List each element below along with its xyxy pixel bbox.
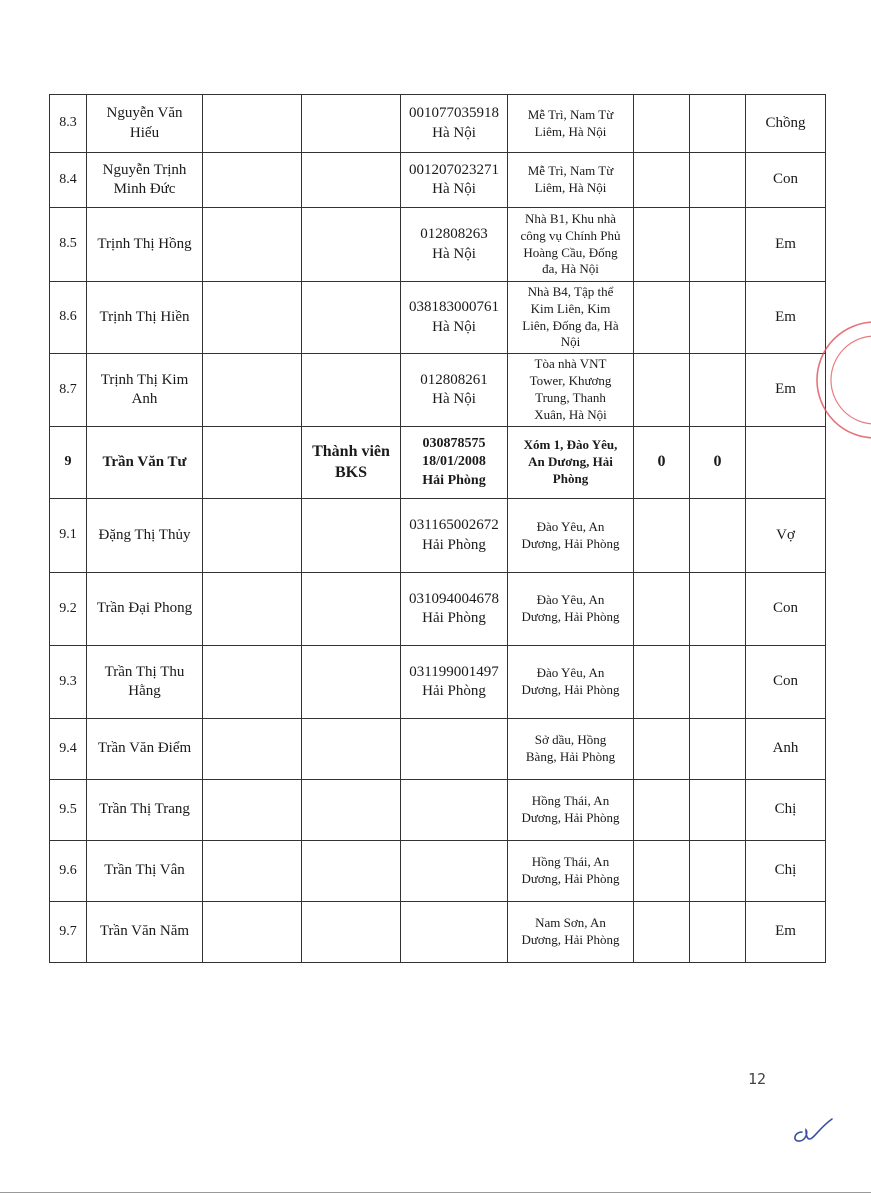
- cell-line: 012808261: [420, 371, 488, 388]
- cell-line: Minh Đức: [113, 181, 176, 197]
- cell-line: Dương, Hải Phòng: [521, 932, 620, 947]
- cell-blank: [203, 427, 302, 499]
- cell-line: Đào Yêu, An: [536, 592, 605, 608]
- cell-line: Hồng Thái, An: [531, 854, 610, 870]
- cell-shares: [634, 841, 690, 902]
- cell-position: [302, 354, 401, 427]
- cell-line: Trịnh Thị Kim: [100, 371, 189, 388]
- cell-stt: 8.4: [50, 153, 87, 208]
- cell-line: Bàng, Hải Phòng: [525, 749, 616, 764]
- cell-line: Trần Văn Điểm: [97, 740, 192, 757]
- cell-line: Trần Thị Trang: [99, 801, 190, 818]
- cell-position: [302, 208, 401, 282]
- cell-position: [302, 841, 401, 902]
- cell-shares: [634, 780, 690, 841]
- cell-shares: [634, 573, 690, 646]
- cell-ratio: 0: [690, 427, 746, 499]
- cell-relation: Anh: [746, 719, 826, 780]
- cell-ratio: [690, 208, 746, 282]
- cell-relation: Con: [746, 573, 826, 646]
- cell-line: Hà Nội: [432, 124, 476, 141]
- cell-position: [302, 282, 401, 354]
- table-row: [50, 841, 826, 902]
- table-row: [50, 282, 826, 354]
- bottom-rule: [0, 1192, 871, 1193]
- cell-relation: Con: [746, 153, 826, 208]
- cell-line: Đào Yêu, An: [536, 518, 605, 534]
- cell-name: [87, 841, 203, 902]
- cell-position: [302, 95, 401, 153]
- cell-stt: 9.5: [50, 780, 87, 841]
- cell-stt: 9.3: [50, 646, 87, 719]
- cell-line: Đào Yêu, An: [536, 665, 605, 681]
- cell-id: [401, 499, 508, 573]
- cell-ratio: [690, 573, 746, 646]
- cell-address: [508, 208, 634, 282]
- cell-stt: 8.7: [50, 354, 87, 427]
- cell-stt: 9.1: [50, 499, 87, 573]
- cell-address: [508, 780, 634, 841]
- cell-line: Mễ Trì, Nam Từ: [527, 106, 614, 122]
- cell-line: Hải Phòng: [422, 472, 486, 488]
- cell-blank: [203, 719, 302, 780]
- cell-position: [302, 780, 401, 841]
- table-row: [50, 354, 826, 427]
- cell-line: Liên, Đống đa, Hà: [522, 317, 619, 333]
- cell-line: Xóm 1, Đào Yêu,: [523, 437, 618, 453]
- cell-id: [401, 153, 508, 208]
- cell-id: [401, 427, 508, 499]
- cell-relation: Chị: [746, 780, 826, 841]
- cell-line: Trần Văn Tư: [102, 453, 187, 470]
- cell-line: Nguyễn Trịnh: [102, 161, 187, 178]
- cell-line: Anh: [131, 391, 158, 407]
- table-row: [50, 208, 826, 282]
- cell-stt: 9.2: [50, 573, 87, 646]
- table-row: [50, 902, 826, 963]
- cell-name: [87, 499, 203, 573]
- cell-ratio: [690, 719, 746, 780]
- cell-line: Trung, Thanh: [535, 390, 606, 405]
- cell-shares: [634, 719, 690, 780]
- cell-line: Dương, Hải Phòng: [521, 609, 620, 624]
- cell-id: [401, 780, 508, 841]
- cell-address: [508, 153, 634, 208]
- cell-relation: Chồng: [746, 95, 826, 153]
- cell-stt: 8.5: [50, 208, 87, 282]
- cell-id: [401, 719, 508, 780]
- cell-id: [401, 841, 508, 902]
- cell-line: Hà Nội: [432, 181, 476, 197]
- cell-line: 030878575: [422, 436, 486, 452]
- cell-line: Đặng Thị Thủy: [98, 526, 191, 543]
- cell-name: [87, 719, 203, 780]
- cell-name: [87, 354, 203, 427]
- cell-line: Tower, Khương: [529, 373, 612, 389]
- cell-line: Tòa nhà VNT: [534, 356, 607, 372]
- cell-line: Dương, Hải Phòng: [521, 810, 620, 825]
- cell-relation: Em: [746, 208, 826, 282]
- cell-line: Dương, Hải Phòng: [521, 535, 620, 551]
- cell-stt: 9.4: [50, 719, 87, 780]
- cell-line: Nguyễn Văn: [106, 105, 183, 121]
- cell-position: [302, 902, 401, 963]
- cell-id: [401, 902, 508, 963]
- seal-stamp-icon: [790, 305, 871, 455]
- cell-line: Trần Văn Năm: [99, 923, 190, 940]
- cell-line: Trần Đại Phong: [96, 600, 193, 617]
- cell-line: Liêm, Hà Nội: [534, 180, 607, 195]
- cell-line: Hồng Thái, An: [531, 793, 610, 809]
- handwritten-initial-icon: [788, 1110, 838, 1145]
- cell-name: [87, 208, 203, 282]
- cell-shares: [634, 95, 690, 153]
- cell-stt: 9: [50, 427, 87, 499]
- page-number: 12: [748, 1070, 767, 1088]
- cell-address: [508, 499, 634, 573]
- cell-shares: [634, 354, 690, 427]
- cell-line: đa, Hà Nội: [542, 261, 599, 277]
- cell-line: Hiếu: [129, 124, 160, 141]
- table-row: [50, 499, 826, 573]
- cell-line: Sở dầu, Hồng: [534, 732, 607, 748]
- cell-line: 031094004678: [409, 590, 499, 607]
- cell-line: 038183000761: [409, 299, 499, 315]
- cell-address: [508, 719, 634, 780]
- cell-shares: [634, 153, 690, 208]
- cell-line: Hà Nội: [432, 245, 476, 262]
- cell-ratio: [690, 354, 746, 427]
- cell-ratio: [690, 153, 746, 208]
- cell-id: [401, 573, 508, 646]
- cell-relation: Con: [746, 646, 826, 719]
- cell-address: [508, 841, 634, 902]
- table-row: [50, 427, 826, 499]
- cell-blank: [203, 841, 302, 902]
- cell-blank: [203, 902, 302, 963]
- cell-line: Hà Nội: [432, 391, 476, 407]
- cell-position: [302, 153, 401, 208]
- cell-address: [508, 354, 634, 427]
- cell-blank: [203, 499, 302, 573]
- cell-blank: [203, 780, 302, 841]
- cell-id: [401, 208, 508, 282]
- cell-relation: Vợ: [746, 499, 826, 573]
- cell-blank: [203, 208, 302, 282]
- cell-position: [302, 646, 401, 719]
- cell-name: [87, 427, 203, 499]
- cell-line: Hải Phòng: [422, 683, 486, 699]
- cell-line: Nam Sơn, An: [535, 915, 606, 931]
- cell-shares: [634, 282, 690, 354]
- cell-line: An Dương, Hải: [528, 454, 613, 470]
- cell-line: Trịnh Thị Hiền: [99, 308, 190, 325]
- cell-name: [87, 573, 203, 646]
- cell-ratio: [690, 499, 746, 573]
- cell-relation: Em: [746, 354, 826, 427]
- cell-line: Hằng: [128, 683, 161, 699]
- cell-line: công vụ Chính Phủ: [520, 227, 621, 243]
- cell-stt: 8.6: [50, 282, 87, 354]
- table-row: [50, 573, 826, 646]
- cell-stt: 9.7: [50, 902, 87, 963]
- cell-line: Hà Nội: [432, 318, 476, 335]
- cell-name: [87, 282, 203, 354]
- cell-address: [508, 646, 634, 719]
- cell-ratio: [690, 841, 746, 902]
- table-row: [50, 153, 826, 208]
- cell-line: 001077035918: [409, 105, 499, 121]
- cell-name: [87, 780, 203, 841]
- cell-line: 031165002672: [409, 517, 499, 533]
- cell-line: Hoàng Cầu, Đống: [523, 244, 618, 260]
- cell-ratio: [690, 902, 746, 963]
- cell-stt: 9.6: [50, 841, 87, 902]
- cell-address: [508, 282, 634, 354]
- cell-shares: [634, 208, 690, 282]
- cell-line: 001207023271: [409, 161, 499, 178]
- cell-position: [302, 499, 401, 573]
- cell-ratio: [690, 780, 746, 841]
- table-row: [50, 719, 826, 780]
- cell-line: Kim Liên, Kim: [530, 300, 611, 316]
- cell-relation: Em: [746, 282, 826, 354]
- cell-address: [508, 902, 634, 963]
- cell-ratio: [690, 646, 746, 719]
- cell-line: Hải Phòng: [422, 610, 486, 626]
- cell-id: [401, 646, 508, 719]
- cell-name: [87, 153, 203, 208]
- cell-id: [401, 95, 508, 153]
- cell-blank: [203, 95, 302, 153]
- cell-id: [401, 354, 508, 427]
- cell-line: Liêm, Hà Nội: [534, 123, 607, 139]
- cell-line: Thành viên: [312, 442, 390, 460]
- cell-line: Hải Phòng: [422, 536, 486, 553]
- cell-shares: [634, 499, 690, 573]
- cell-shares: 0: [634, 427, 690, 499]
- cell-line: 012808263: [420, 226, 488, 242]
- related-persons-table: [49, 94, 826, 963]
- cell-line: Dương, Hải Phòng: [521, 682, 620, 697]
- cell-position: [302, 573, 401, 646]
- cell-line: 031199001497: [409, 663, 499, 680]
- cell-blank: [203, 282, 302, 354]
- cell-ratio: [690, 95, 746, 153]
- cell-position: [302, 427, 401, 499]
- table-row: [50, 780, 826, 841]
- cell-name: [87, 902, 203, 963]
- cell-line: Xuân, Hà Nội: [534, 406, 607, 422]
- cell-id: [401, 282, 508, 354]
- cell-line: Trần Thị Vân: [104, 862, 185, 879]
- cell-line: Trịnh Thị Hồng: [97, 235, 192, 252]
- cell-blank: [203, 354, 302, 427]
- cell-line: Nhà B4, Tập thể: [527, 283, 614, 299]
- cell-line: Trần Thị Thu: [104, 663, 185, 680]
- cell-address: [508, 95, 634, 153]
- cell-line: BKS: [334, 463, 367, 481]
- cell-ratio: [690, 282, 746, 354]
- cell-line: Nội: [560, 334, 581, 350]
- cell-relation: Em: [746, 902, 826, 963]
- cell-line: Mễ Trì, Nam Từ: [527, 163, 614, 179]
- cell-blank: [203, 573, 302, 646]
- cell-line: Phòng: [552, 470, 589, 486]
- cell-relation: Chị: [746, 841, 826, 902]
- cell-blank: [203, 646, 302, 719]
- table-row: [50, 646, 826, 719]
- cell-address: [508, 427, 634, 499]
- table-row: [50, 95, 826, 153]
- cell-shares: [634, 646, 690, 719]
- cell-address: [508, 573, 634, 646]
- cell-line: 18/01/2008: [422, 454, 486, 470]
- cell-name: [87, 646, 203, 719]
- cell-line: Dương, Hải Phòng: [521, 871, 620, 886]
- cell-line: Nhà B1, Khu nhà: [525, 210, 616, 226]
- cell-shares: [634, 902, 690, 963]
- cell-blank: [203, 153, 302, 208]
- cell-position: [302, 719, 401, 780]
- cell-name: [87, 95, 203, 153]
- cell-stt: 8.3: [50, 95, 87, 153]
